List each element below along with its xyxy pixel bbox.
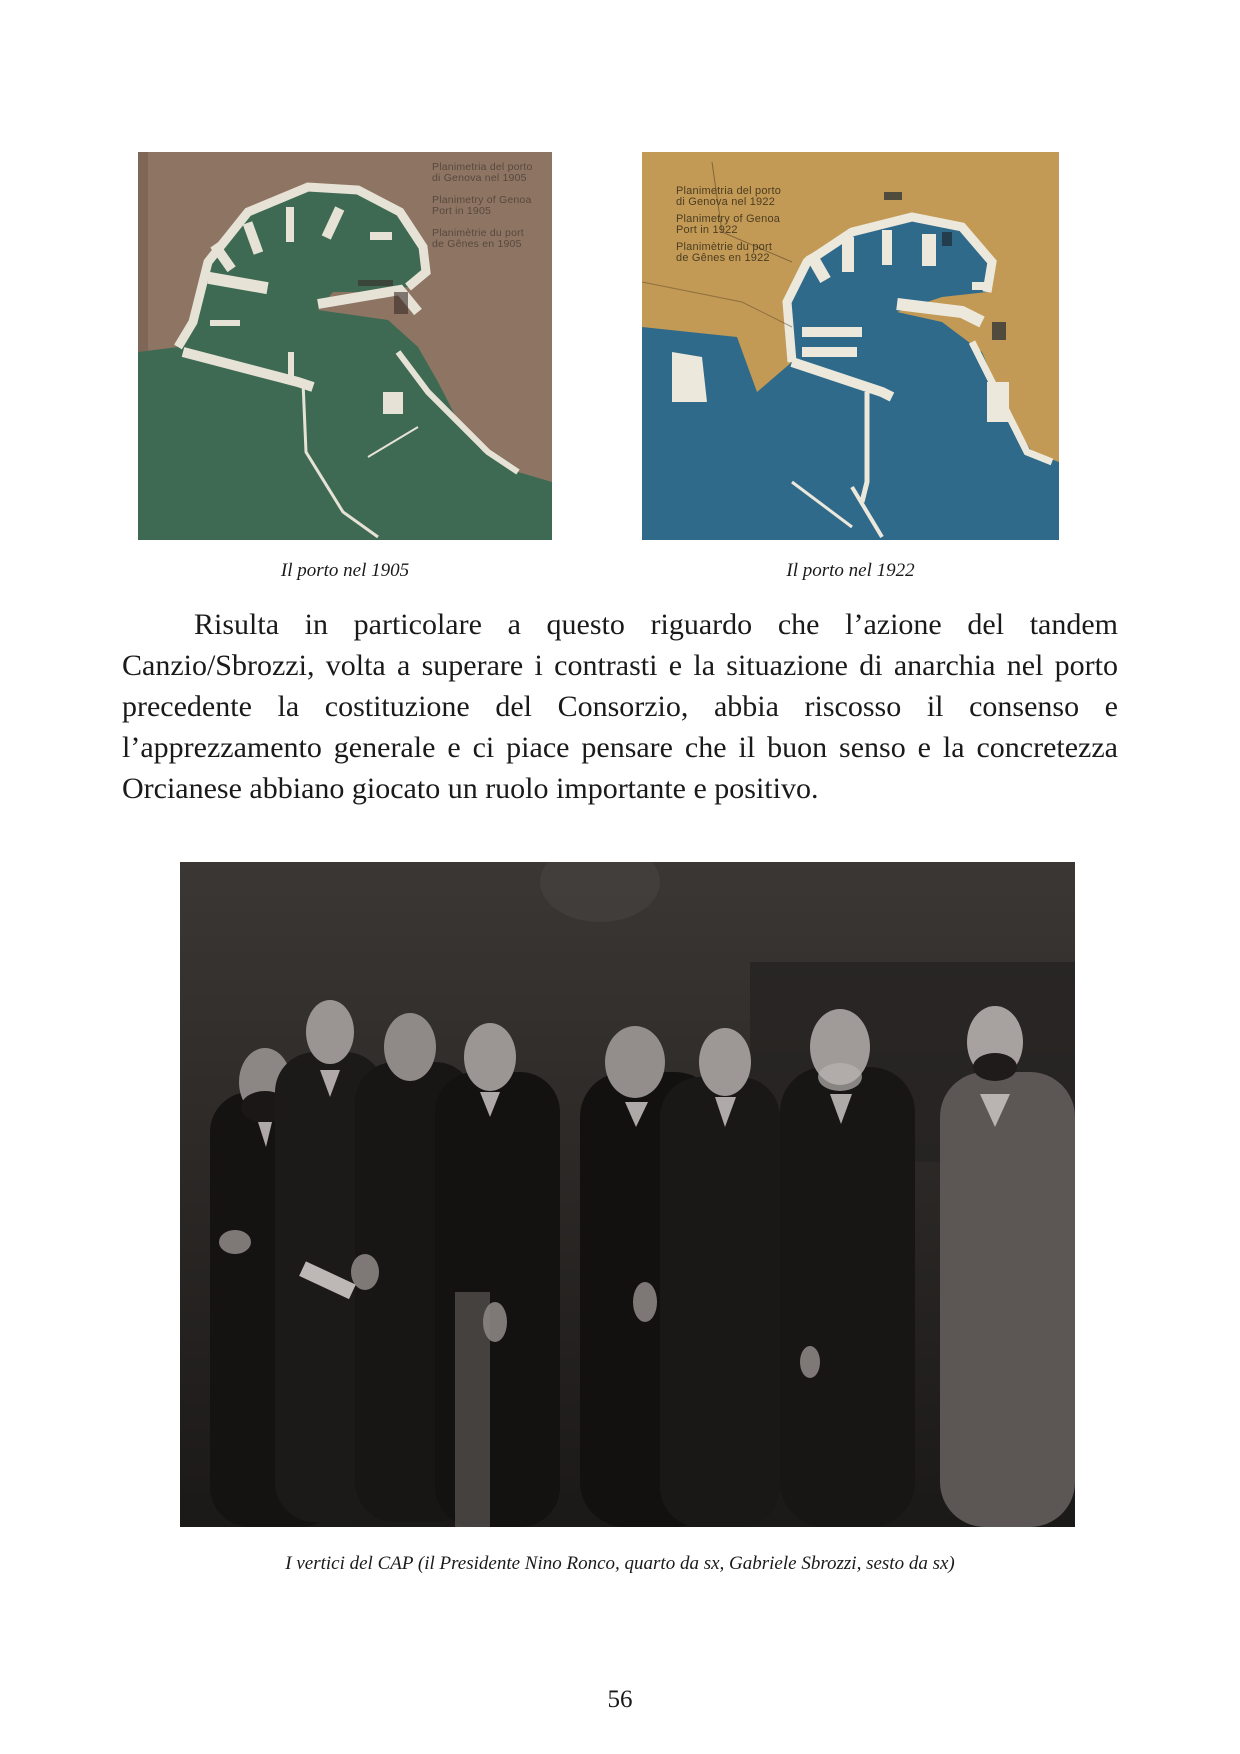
body-paragraph: Risulta in particolare a questo riguardo che l’azione del tandem Canzio/Sbrozzi, volta a superare i contrasti e la situazione di anarchia nel porto precedente la costituzione del Consorzio, abbia riscosso il consenso e l’apprezzamento generale e ci piace pensare che il buon senso e la concretezza Orcianese abbiano giocato un ruolo importante e positivo. <box>122 608 1118 805</box>
map-caption-1922: Il porto nel 1922 <box>786 560 915 581</box>
map-caption-1905: Il porto nel 1905 <box>280 560 410 581</box>
group-photo <box>180 862 1075 1527</box>
map-image-port-1905 <box>138 152 552 540</box>
legend-french-line-1: Planimètrie du port <box>432 227 524 239</box>
legend-english-line-1: Planimetry of Genoa <box>676 213 781 225</box>
legend-french-line-2: de Gênes en 1905 <box>432 238 522 250</box>
map-legend-1905 <box>432 162 550 250</box>
legend-french-line-2: de Gênes en 1922 <box>676 252 770 264</box>
photo-caption: I vertici del CAP (il Presidente Nino Ronco, quarto da sx, Gabriele Sbrozzi, sesto da sx) <box>285 1553 955 1574</box>
legend-italian-line-1: Planimetria del porto <box>432 161 533 173</box>
page-number: 56 <box>607 1686 633 1713</box>
legend-french-line-1: Planimètrie du port <box>676 241 773 253</box>
map-image-port-1922 <box>642 152 1059 540</box>
legend-italian-line-1: Planimetria del porto <box>676 185 782 197</box>
legend-italian-line-2: di Genova nel 1922 <box>676 196 776 208</box>
group-portrait-graphic <box>180 862 1075 1527</box>
map-legend-1922 <box>676 186 816 264</box>
legend-english-line-2: Port in 1905 <box>432 205 492 217</box>
legend-english-line-2: Port in 1922 <box>676 224 738 236</box>
legend-italian-line-2: di Genova nel 1905 <box>432 172 527 184</box>
legend-english-line-1: Planimetry of Genoa <box>432 194 532 206</box>
